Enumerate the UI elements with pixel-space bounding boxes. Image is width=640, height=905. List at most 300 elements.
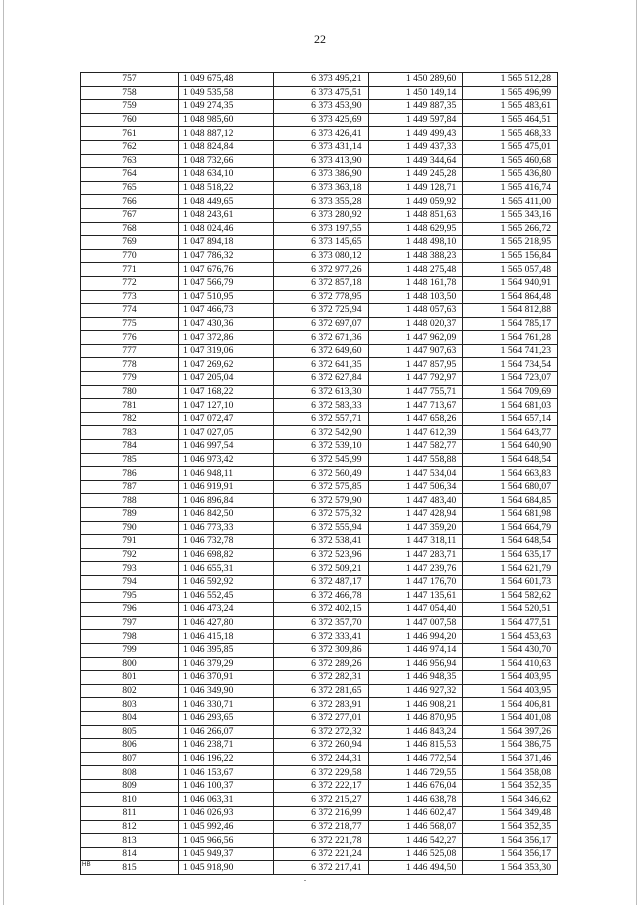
x-coordinate-cell: 1 045 918,90 [179,861,274,875]
table-row [81,222,558,236]
x-coordinate-cell: 1 048 243,61 [179,208,274,222]
y2-coordinate-cell: 1 564 453,63 [463,630,558,644]
x-coordinate-cell: 1 046 238,71 [179,739,274,753]
table-row [81,589,558,603]
point-number-cell: 800 [81,657,179,671]
point-number-cell: 776 [81,331,179,345]
page-number: 22 [314,32,326,46]
x2-coordinate-cell: 1 449 597,84 [368,113,463,127]
x2-coordinate-cell: 1 447 792,97 [368,372,463,386]
point-number-cell: 782 [81,412,179,426]
y-coordinate-cell: 6 372 277,01 [273,711,368,725]
table-row [81,807,558,821]
table-row [81,508,558,522]
x-coordinate-cell: 1 048 824,84 [179,140,274,154]
y2-coordinate-cell: 1 564 346,62 [463,793,558,807]
x-coordinate-cell: 1 046 698,82 [179,548,274,562]
table-row [81,657,558,671]
y2-coordinate-cell: 1 564 741,23 [463,344,558,358]
y-coordinate-cell: 6 372 725,94 [273,304,368,318]
y-coordinate-cell: 6 373 495,21 [273,73,368,87]
y2-coordinate-cell: 1 564 864,48 [463,290,558,304]
table-row [81,276,558,290]
y-coordinate-cell: 6 372 260,94 [273,739,368,753]
x2-coordinate-cell: 1 447 658,26 [368,412,463,426]
x-coordinate-cell: 1 046 427,80 [179,616,274,630]
point-number-cell: 812 [81,820,179,834]
x2-coordinate-cell: 1 448 498,10 [368,236,463,250]
y-coordinate-cell: 6 372 649,60 [273,344,368,358]
x-coordinate-cell: 1 046 973,42 [179,453,274,467]
table-row [81,154,558,168]
x-coordinate-cell: 1 045 949,37 [179,847,274,861]
table-row [81,195,558,209]
y-coordinate-cell: 6 372 217,41 [273,861,368,875]
point-number-cell: 814 [81,847,179,861]
scan-speck [304,880,306,881]
x-coordinate-cell: 1 046 415,18 [179,630,274,644]
y2-coordinate-cell: 1 564 663,83 [463,467,558,481]
y2-coordinate-cell: 1 564 812,88 [463,304,558,318]
table-row [81,372,558,386]
table-row [81,684,558,698]
y-coordinate-cell: 6 372 509,21 [273,562,368,576]
x-coordinate-cell: 1 047 566,79 [179,276,274,290]
y-coordinate-cell: 6 372 357,70 [273,616,368,630]
y2-coordinate-cell: 1 564 353,30 [463,861,558,875]
y2-coordinate-cell: 1 564 723,07 [463,372,558,386]
point-number-cell: 806 [81,739,179,753]
y-coordinate-cell: 6 373 355,28 [273,195,368,209]
y-coordinate-cell: 6 372 857,18 [273,276,368,290]
table-row [81,168,558,182]
y-coordinate-cell: 6 372 579,90 [273,494,368,508]
table-row [81,725,558,739]
y2-coordinate-cell: 1 565 512,28 [463,73,558,87]
x-coordinate-cell: 1 046 732,78 [179,535,274,549]
y-coordinate-cell: 6 372 671,36 [273,331,368,345]
y-coordinate-cell: 6 373 197,55 [273,222,368,236]
footer-code: HB [82,862,91,868]
table-row [81,263,558,277]
point-number-cell: 798 [81,630,179,644]
x2-coordinate-cell: 1 446 948,35 [368,671,463,685]
table-row [81,467,558,481]
x-coordinate-cell: 1 047 269,62 [179,358,274,372]
y-coordinate-cell: 6 372 575,32 [273,508,368,522]
table-row [81,616,558,630]
y-coordinate-cell: 6 372 216,99 [273,807,368,821]
x2-coordinate-cell: 1 450 149,14 [368,86,463,100]
x2-coordinate-cell: 1 447 007,58 [368,616,463,630]
y2-coordinate-cell: 1 564 520,51 [463,603,558,617]
x2-coordinate-cell: 1 448 057,63 [368,304,463,318]
y2-coordinate-cell: 1 565 483,61 [463,100,558,114]
table-row [81,440,558,454]
y2-coordinate-cell: 1 564 386,75 [463,739,558,753]
point-number-cell: 772 [81,276,179,290]
y-coordinate-cell: 6 372 282,31 [273,671,368,685]
x-coordinate-cell: 1 046 196,22 [179,752,274,766]
point-number-cell: 762 [81,140,179,154]
y-coordinate-cell: 6 372 523,96 [273,548,368,562]
x2-coordinate-cell: 1 447 359,20 [368,521,463,535]
x-coordinate-cell: 1 048 449,65 [179,195,274,209]
table-row [81,249,558,263]
y2-coordinate-cell: 1 564 356,17 [463,847,558,861]
point-number-cell: 793 [81,562,179,576]
y2-coordinate-cell: 1 564 403,95 [463,671,558,685]
x-coordinate-cell: 1 048 024,46 [179,222,274,236]
y-coordinate-cell: 6 372 557,71 [273,412,368,426]
x-coordinate-cell: 1 046 379,29 [179,657,274,671]
table-row [81,86,558,100]
y2-coordinate-cell: 1 565 057,48 [463,263,558,277]
x-coordinate-cell: 1 046 655,31 [179,562,274,576]
point-number-cell: 815 [81,861,179,875]
x2-coordinate-cell: 1 446 638,78 [368,793,463,807]
point-number-cell: 813 [81,834,179,848]
y-coordinate-cell: 6 372 487,17 [273,575,368,589]
y-coordinate-cell: 6 372 281,65 [273,684,368,698]
y-coordinate-cell: 6 372 221,78 [273,834,368,848]
x2-coordinate-cell: 1 446 772,54 [368,752,463,766]
x2-coordinate-cell: 1 446 676,04 [368,779,463,793]
x-coordinate-cell: 1 046 842,50 [179,508,274,522]
point-number-cell: 766 [81,195,179,209]
x2-coordinate-cell: 1 447 558,88 [368,453,463,467]
point-number-cell: 779 [81,372,179,386]
point-number-cell: 790 [81,521,179,535]
x2-coordinate-cell: 1 447 318,11 [368,535,463,549]
y2-coordinate-cell: 1 564 406,81 [463,698,558,712]
x-coordinate-cell: 1 046 395,85 [179,643,274,657]
y2-coordinate-cell: 1 565 343,16 [463,208,558,222]
point-number-cell: 785 [81,453,179,467]
y-coordinate-cell: 6 372 613,30 [273,385,368,399]
point-number-cell: 794 [81,575,179,589]
y2-coordinate-cell: 1 564 430,70 [463,643,558,657]
x-coordinate-cell: 1 049 274,35 [179,100,274,114]
x-coordinate-cell: 1 045 966,56 [179,834,274,848]
y2-coordinate-cell: 1 564 643,77 [463,426,558,440]
y2-coordinate-cell: 1 564 349,48 [463,807,558,821]
x2-coordinate-cell: 1 447 239,76 [368,562,463,576]
y-coordinate-cell: 6 373 363,18 [273,181,368,195]
x2-coordinate-cell: 1 448 103,50 [368,290,463,304]
y-coordinate-cell: 6 372 289,26 [273,657,368,671]
point-number-cell: 758 [81,86,179,100]
point-number-cell: 761 [81,127,179,141]
y-coordinate-cell: 6 373 080,12 [273,249,368,263]
table-row [81,480,558,494]
y-coordinate-cell: 6 373 386,90 [273,168,368,182]
y2-coordinate-cell: 1 564 761,28 [463,331,558,345]
x-coordinate-cell: 1 047 894,18 [179,236,274,250]
y-coordinate-cell: 6 372 542,90 [273,426,368,440]
x-coordinate-cell: 1 047 372,86 [179,331,274,345]
x2-coordinate-cell: 1 450 289,60 [368,73,463,87]
table-row [81,426,558,440]
table-row [81,861,558,875]
y-coordinate-cell: 6 373 280,92 [273,208,368,222]
scan-edge-right [636,0,637,905]
x2-coordinate-cell: 1 446 994,20 [368,630,463,644]
x2-coordinate-cell: 1 447 612,39 [368,426,463,440]
x2-coordinate-cell: 1 447 534,04 [368,467,463,481]
point-number-cell: 811 [81,807,179,821]
x2-coordinate-cell: 1 446 908,21 [368,698,463,712]
y-coordinate-cell: 6 372 697,07 [273,317,368,331]
y-coordinate-cell: 6 373 425,69 [273,113,368,127]
x-coordinate-cell: 1 046 773,33 [179,521,274,535]
x-coordinate-cell: 1 046 100,37 [179,779,274,793]
y-coordinate-cell: 6 372 215,27 [273,793,368,807]
point-number-cell: 803 [81,698,179,712]
y-coordinate-cell: 6 372 222,17 [273,779,368,793]
point-number-cell: 778 [81,358,179,372]
y2-coordinate-cell: 1 565 496,99 [463,86,558,100]
x2-coordinate-cell: 1 447 907,63 [368,344,463,358]
y2-coordinate-cell: 1 565 436,80 [463,168,558,182]
x-coordinate-cell: 1 048 634,10 [179,168,274,182]
y-coordinate-cell: 6 373 145,65 [273,236,368,250]
x-coordinate-cell: 1 048 887,12 [179,127,274,141]
point-number-cell: 801 [81,671,179,685]
point-number-cell: 769 [81,236,179,250]
x-coordinate-cell: 1 045 992,46 [179,820,274,834]
y2-coordinate-cell: 1 564 601,73 [463,575,558,589]
table-row [81,630,558,644]
x2-coordinate-cell: 1 448 275,48 [368,263,463,277]
y2-coordinate-cell: 1 565 464,51 [463,113,558,127]
y2-coordinate-cell: 1 564 397,26 [463,725,558,739]
x-coordinate-cell: 1 046 948,11 [179,467,274,481]
x2-coordinate-cell: 1 447 483,40 [368,494,463,508]
x2-coordinate-cell: 1 449 887,35 [368,100,463,114]
x-coordinate-cell: 1 046 153,67 [179,766,274,780]
x2-coordinate-cell: 1 446 568,07 [368,820,463,834]
y2-coordinate-cell: 1 564 681,98 [463,508,558,522]
y2-coordinate-cell: 1 565 416,74 [463,181,558,195]
y-coordinate-cell: 6 373 413,90 [273,154,368,168]
table-row [81,711,558,725]
table-row [81,671,558,685]
y-coordinate-cell: 6 372 244,31 [273,752,368,766]
y2-coordinate-cell: 1 564 681,03 [463,399,558,413]
point-number-cell: 780 [81,385,179,399]
x2-coordinate-cell: 1 447 283,71 [368,548,463,562]
point-number-cell: 808 [81,766,179,780]
table-row [81,793,558,807]
table-row [81,331,558,345]
point-number-cell: 802 [81,684,179,698]
table-row [81,548,558,562]
y-coordinate-cell: 6 372 309,86 [273,643,368,657]
x-coordinate-cell: 1 047 027,05 [179,426,274,440]
y-coordinate-cell: 6 372 583,33 [273,399,368,413]
x-coordinate-cell: 1 047 072,47 [179,412,274,426]
point-number-cell: 809 [81,779,179,793]
y2-coordinate-cell: 1 564 657,14 [463,412,558,426]
y-coordinate-cell: 6 373 453,90 [273,100,368,114]
y-coordinate-cell: 6 372 333,41 [273,630,368,644]
y2-coordinate-cell: 1 564 582,62 [463,589,558,603]
x-coordinate-cell: 1 047 786,32 [179,249,274,263]
y2-coordinate-cell: 1 565 218,95 [463,236,558,250]
x2-coordinate-cell: 1 446 927,32 [368,684,463,698]
x2-coordinate-cell: 1 449 437,33 [368,140,463,154]
table-row [81,317,558,331]
x2-coordinate-cell: 1 446 494,50 [368,861,463,875]
x2-coordinate-cell: 1 448 161,78 [368,276,463,290]
table-row [81,100,558,114]
point-number-cell: 777 [81,344,179,358]
point-number-cell: 764 [81,168,179,182]
y2-coordinate-cell: 1 564 940,91 [463,276,558,290]
point-number-cell: 807 [81,752,179,766]
x2-coordinate-cell: 1 446 974,14 [368,643,463,657]
point-number-cell: 786 [81,467,179,481]
y2-coordinate-cell: 1 564 352,35 [463,820,558,834]
x-coordinate-cell: 1 047 127,10 [179,399,274,413]
x2-coordinate-cell: 1 449 059,92 [368,195,463,209]
table-row [81,304,558,318]
x2-coordinate-cell: 1 447 054,40 [368,603,463,617]
y2-coordinate-cell: 1 565 460,68 [463,154,558,168]
x-coordinate-cell: 1 046 293,65 [179,711,274,725]
coordinates-table-body [81,73,558,875]
point-number-cell: 789 [81,508,179,522]
point-number-cell: 796 [81,603,179,617]
table-row [81,385,558,399]
table-row [81,834,558,848]
point-number-cell: 784 [81,440,179,454]
y-coordinate-cell: 6 372 575,85 [273,480,368,494]
x2-coordinate-cell: 1 447 176,70 [368,575,463,589]
y2-coordinate-cell: 1 564 410,63 [463,657,558,671]
x-coordinate-cell: 1 046 370,91 [179,671,274,685]
point-number-cell: 774 [81,304,179,318]
table-row [81,820,558,834]
x2-coordinate-cell: 1 449 344,64 [368,154,463,168]
x2-coordinate-cell: 1 447 582,77 [368,440,463,454]
table-row [81,779,558,793]
y2-coordinate-cell: 1 564 648,54 [463,535,558,549]
y2-coordinate-cell: 1 565 156,84 [463,249,558,263]
point-number-cell: 781 [81,399,179,413]
x-coordinate-cell: 1 047 676,76 [179,263,274,277]
y2-coordinate-cell: 1 564 684,85 [463,494,558,508]
x2-coordinate-cell: 1 448 851,63 [368,208,463,222]
table-row [81,698,558,712]
y-coordinate-cell: 6 372 221,24 [273,847,368,861]
table-row [81,399,558,413]
y-coordinate-cell: 6 372 627,84 [273,372,368,386]
x2-coordinate-cell: 1 447 755,71 [368,385,463,399]
y2-coordinate-cell: 1 565 475,01 [463,140,558,154]
scan-edge-left [3,0,4,905]
point-number-cell: 757 [81,73,179,87]
y2-coordinate-cell: 1 564 680,07 [463,480,558,494]
point-number-cell: 775 [81,317,179,331]
table-row [81,752,558,766]
x2-coordinate-cell: 1 446 870,95 [368,711,463,725]
table-row [81,562,558,576]
table-row [81,236,558,250]
point-number-cell: 791 [81,535,179,549]
y2-coordinate-cell: 1 564 356,17 [463,834,558,848]
point-number-cell: 792 [81,548,179,562]
x-coordinate-cell: 1 049 535,58 [179,86,274,100]
x2-coordinate-cell: 1 446 843,24 [368,725,463,739]
table-row [81,412,558,426]
y-coordinate-cell: 6 373 426,41 [273,127,368,141]
y2-coordinate-cell: 1 564 371,46 [463,752,558,766]
y-coordinate-cell: 6 372 555,94 [273,521,368,535]
table-row [81,113,558,127]
x2-coordinate-cell: 1 446 602,47 [368,807,463,821]
y-coordinate-cell: 6 372 977,26 [273,263,368,277]
point-number-cell: 767 [81,208,179,222]
coordinates-table [80,72,558,875]
y2-coordinate-cell: 1 564 401,08 [463,711,558,725]
table-row [81,290,558,304]
x-coordinate-cell: 1 046 896,84 [179,494,274,508]
point-number-cell: 770 [81,249,179,263]
y-coordinate-cell: 6 373 475,51 [273,86,368,100]
point-number-cell: 768 [81,222,179,236]
x-coordinate-cell: 1 046 266,07 [179,725,274,739]
x-coordinate-cell: 1 049 675,48 [179,73,274,87]
table-row [81,575,558,589]
y2-coordinate-cell: 1 564 477,51 [463,616,558,630]
point-number-cell: 799 [81,643,179,657]
y-coordinate-cell: 6 372 778,95 [273,290,368,304]
x-coordinate-cell: 1 046 063,31 [179,793,274,807]
y2-coordinate-cell: 1 564 640,90 [463,440,558,454]
y2-coordinate-cell: 1 564 403,95 [463,684,558,698]
y2-coordinate-cell: 1 564 734,54 [463,358,558,372]
table-row [81,127,558,141]
y-coordinate-cell: 6 372 539,10 [273,440,368,454]
y2-coordinate-cell: 1 564 648,54 [463,453,558,467]
point-number-cell: 759 [81,100,179,114]
y-coordinate-cell: 6 372 466,78 [273,589,368,603]
point-number-cell: 783 [81,426,179,440]
x-coordinate-cell: 1 048 985,60 [179,113,274,127]
x2-coordinate-cell: 1 447 428,94 [368,508,463,522]
y-coordinate-cell: 6 373 431,14 [273,140,368,154]
table-row [81,140,558,154]
point-number-cell: 810 [81,793,179,807]
x-coordinate-cell: 1 046 349,90 [179,684,274,698]
x-coordinate-cell: 1 047 168,22 [179,385,274,399]
y2-coordinate-cell: 1 564 352,35 [463,779,558,793]
point-number-cell: 797 [81,616,179,630]
x-coordinate-cell: 1 046 919,91 [179,480,274,494]
y2-coordinate-cell: 1 565 468,33 [463,127,558,141]
y-coordinate-cell: 6 372 229,58 [273,766,368,780]
x2-coordinate-cell: 1 447 962,09 [368,331,463,345]
table-row [81,521,558,535]
x-coordinate-cell: 1 046 997,54 [179,440,274,454]
x2-coordinate-cell: 1 446 956,94 [368,657,463,671]
table-row [81,535,558,549]
x2-coordinate-cell: 1 446 542,27 [368,834,463,848]
y2-coordinate-cell: 1 564 635,17 [463,548,558,562]
y-coordinate-cell: 6 372 560,49 [273,467,368,481]
